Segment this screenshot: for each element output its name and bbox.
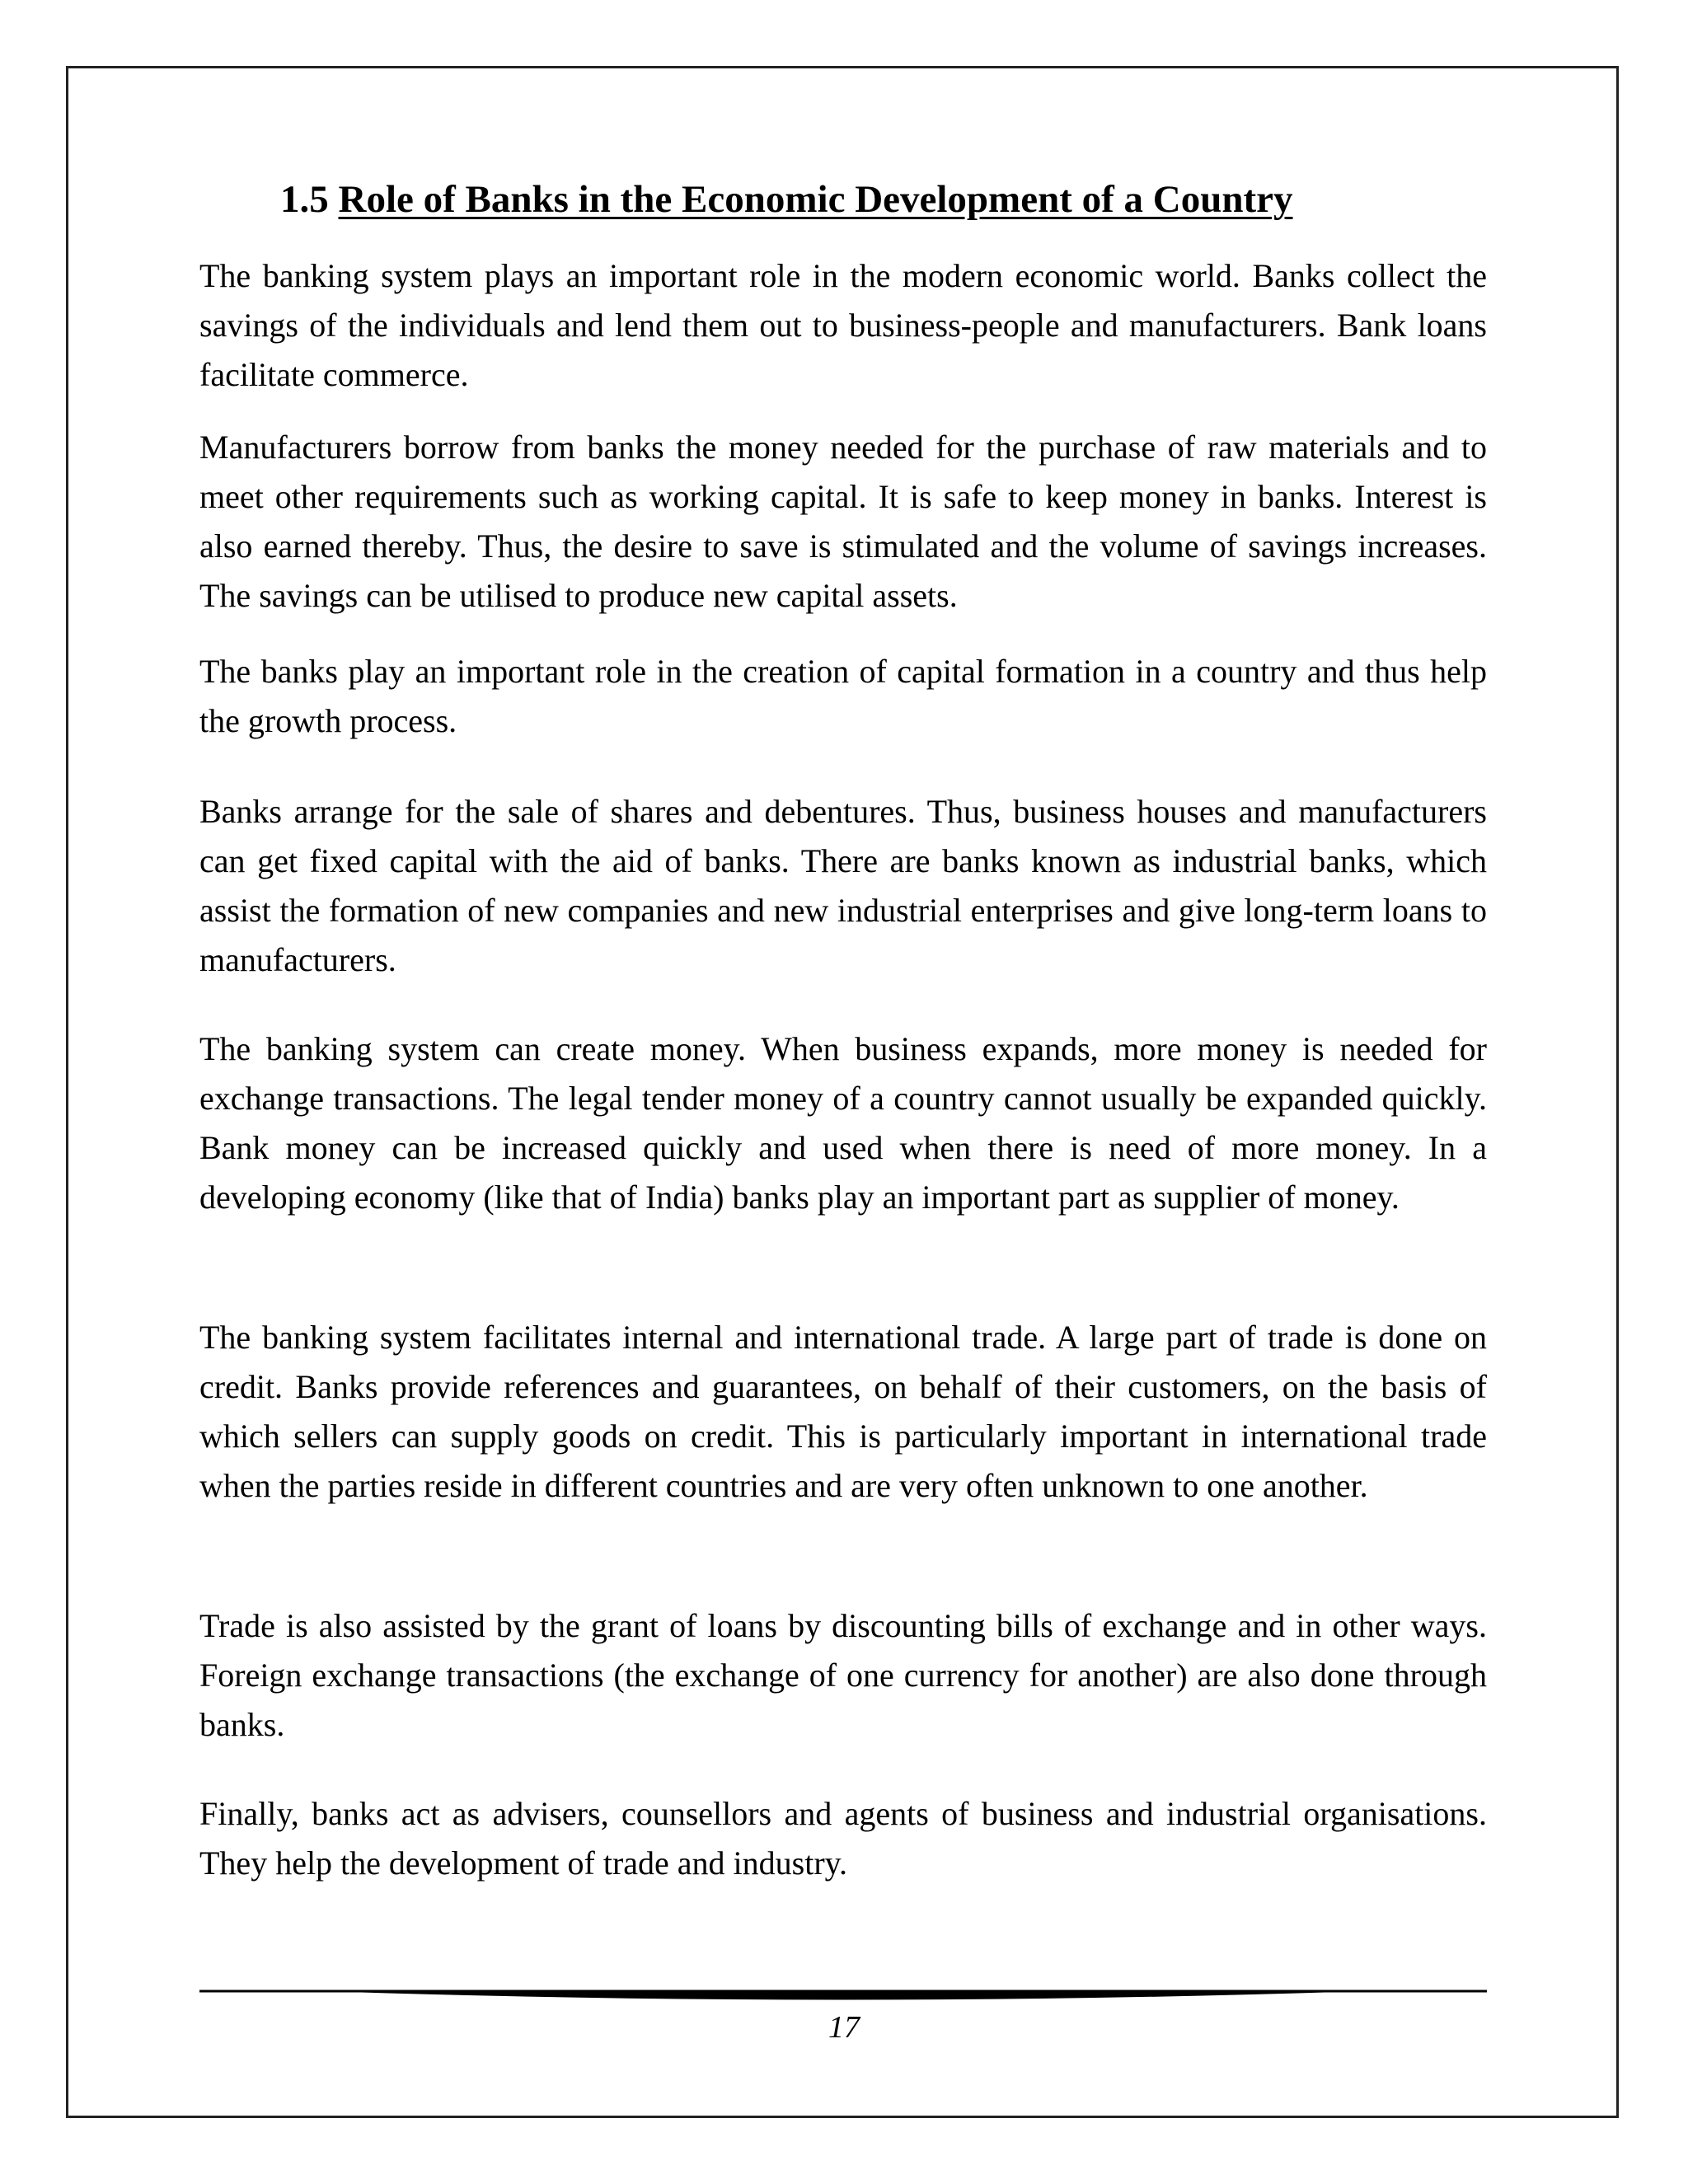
section-number: 1.5 bbox=[280, 178, 329, 221]
paragraph-3: The banks play an important role in the creation of capital formation in a country and thus help the growth process. bbox=[199, 653, 1487, 739]
paragraph-4: Banks arrange for the sale of shares and debentures. Thus, business houses and manufacturers can get fixed capital with the aid of banks. There are banks known as industrial banks, which assist the formation of new companies and new industrial enterprises and give long-term loans to manufacturers. bbox=[199, 793, 1487, 978]
paragraph-7: Trade is also assisted by the grant of loans by discounting bills of exchange and in other ways. Foreign exchange transactions (the exchange of one currency for another) are also done through banks. bbox=[199, 1607, 1487, 1743]
section-heading bbox=[280, 175, 1293, 224]
paragraph-2: Manufacturers borrow from banks the money needed for the purchase of raw materials and to meet other requirements such as working capital. It is safe to keep money in banks. Interest is also earned thereby. Thus, the desire to save is stimulated and the volume of savings increases. The savings can be utilised to produce new capital assets. bbox=[199, 429, 1487, 614]
page-number: 17 bbox=[828, 2010, 860, 2045]
footer-divider bbox=[199, 1990, 1487, 2006]
section-title: Role of Banks in the Economic Development of a Country bbox=[338, 178, 1293, 221]
paragraph-6: The banking system facilitates internal and international trade. A large part of trade is done on credit. Banks provide references and guarantees, on behalf of their customers, on the basis of which sellers can supply goods on credit. This is particularly important in international trade when the parties reside in different countries and are very often unknown to one another. bbox=[199, 1319, 1487, 1504]
paragraph-1: The banking system plays an important role in the modern economic world. Banks collect the savings of the individuals and lend them out to business-people and manufacturers. Bank loans facilitate commerce. bbox=[199, 257, 1487, 393]
paragraph-5: The banking system can create money. When business expands, more money is needed for exchange transactions. The legal tender money of a country cannot usually be expanded quickly. Bank money can be increased quickly and used when there is need of more money. In a developing economy (like that of India) banks play an important part as supplier of money. bbox=[199, 1030, 1487, 1216]
paragraph-8: Finally, banks act as advisers, counsellors and agents of business and industrial organisations. They help the development of trade and industry. bbox=[199, 1795, 1487, 1882]
